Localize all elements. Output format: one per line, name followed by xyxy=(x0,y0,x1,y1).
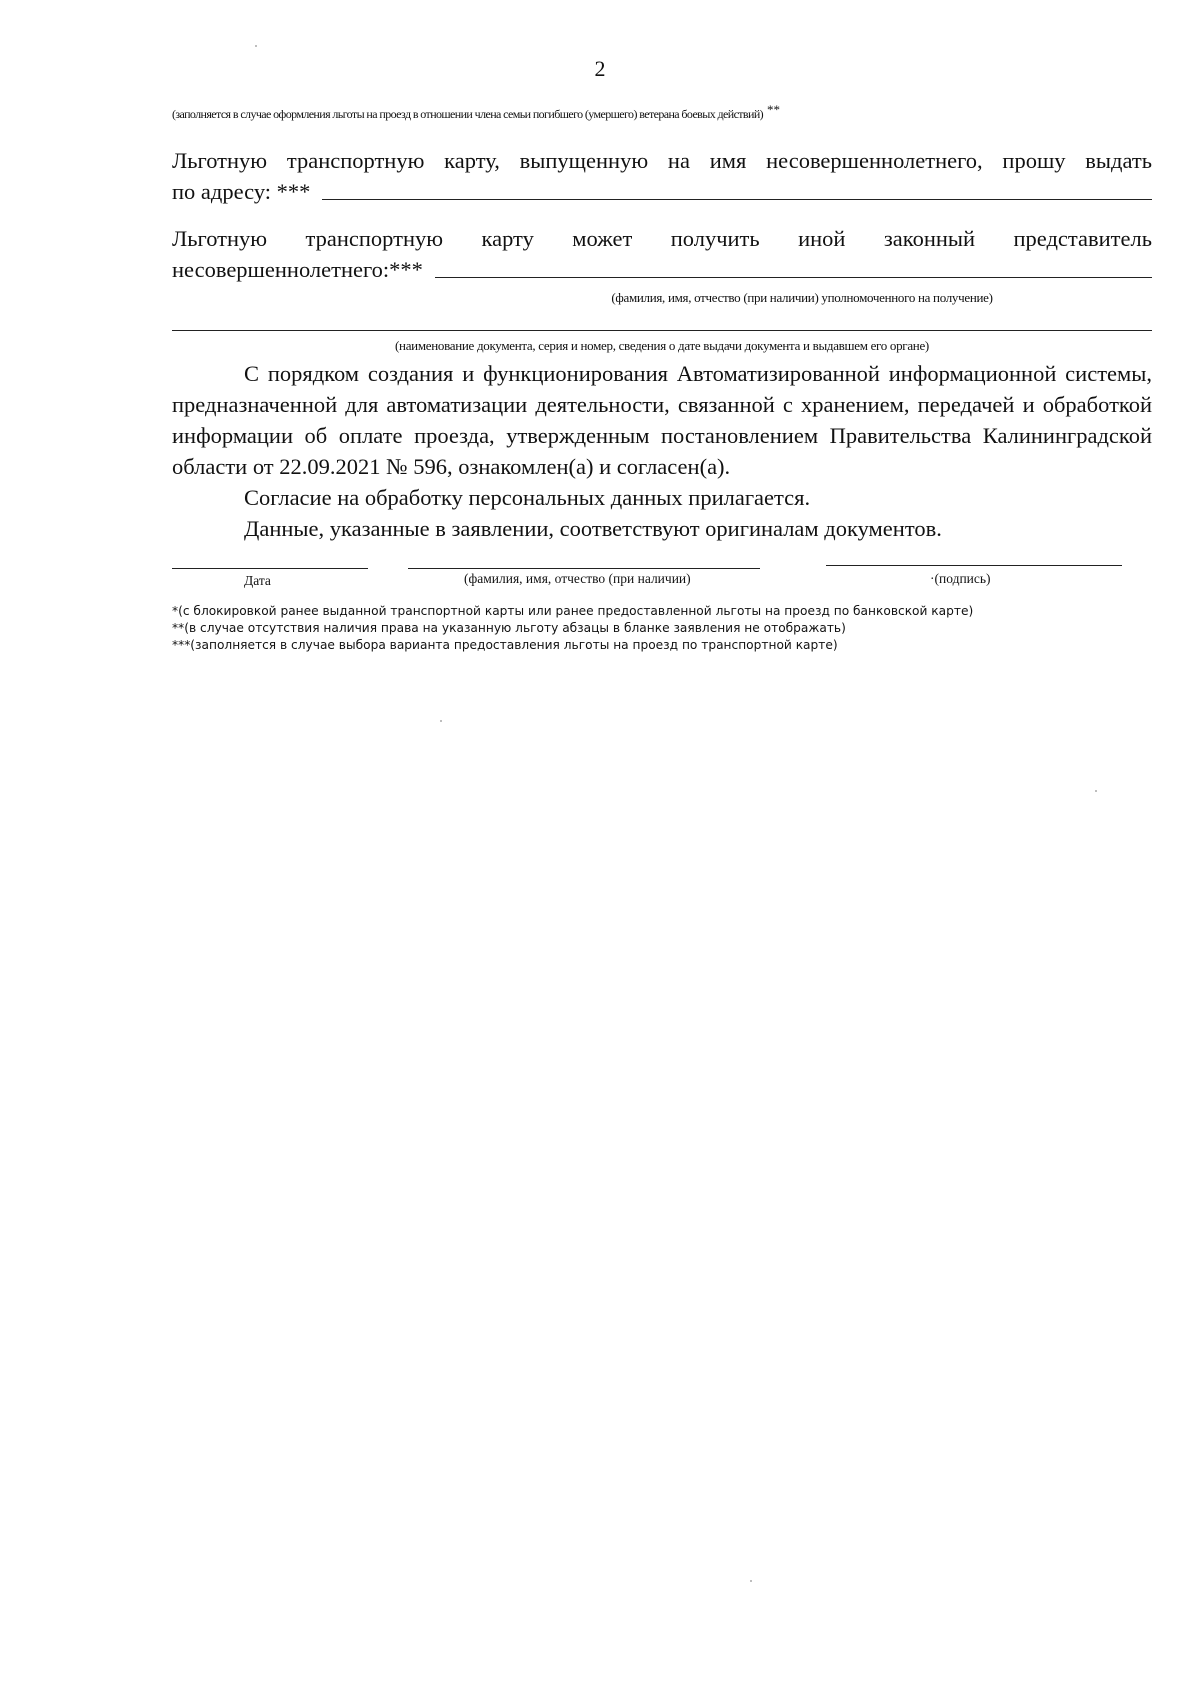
page-number: 2 xyxy=(594,56,606,81)
representative-line-1 xyxy=(172,223,1152,254)
rep-word: Льготную xyxy=(172,226,268,251)
representative-name-input-line[interactable] xyxy=(435,276,1152,278)
footnote-1: *(с блокировкой ранее выданной транспортной карты или ранее предоставленной льготы на проезд по банковской карте) xyxy=(172,604,974,618)
address-label: по адресу: *** xyxy=(172,179,311,204)
accuracy-text: Данные, указанные в заявлении, соответствуют оригиналам документов. xyxy=(244,516,942,541)
full-name-caption: (фамилия, имя, отчество (при наличии) xyxy=(464,571,691,586)
signature-input-line[interactable] xyxy=(826,565,1122,566)
address-input-line[interactable] xyxy=(322,198,1152,200)
rep-word: иной xyxy=(798,226,846,251)
footnote-2: **(в случае отсутствия наличия права на указанную льготу абзацы в бланке заявления не отображать) xyxy=(172,621,846,635)
address-line-1: Льготную транспортную карту, выпущенную на имя несовершеннолетнего, прошу выдать xyxy=(172,148,1152,173)
rep-word: законный xyxy=(883,226,976,251)
rep-word: может xyxy=(572,226,633,251)
accuracy-paragraph xyxy=(244,513,1152,544)
scan-speck xyxy=(1095,790,1097,792)
date-input-line[interactable] xyxy=(172,568,368,569)
consent-paragraph xyxy=(244,482,1152,513)
address-paragraph xyxy=(172,145,1152,207)
representative-paragraph xyxy=(172,223,1152,285)
rep-word: транспортную xyxy=(305,226,444,251)
family-member-note-marker: ** xyxy=(767,102,781,117)
document-caption: (наименование документа, серия и номер, сведения о дате выдачи документа и выдавшем его органе) xyxy=(395,338,929,353)
address-line-2 xyxy=(172,176,1152,207)
footnotes xyxy=(172,603,973,654)
representative-label: несовершеннолетнего:*** xyxy=(172,257,423,282)
representative-line-2 xyxy=(172,254,1152,285)
signature-caption: ·(подпись) xyxy=(930,571,991,586)
full-name-input-line[interactable] xyxy=(408,568,760,569)
family-member-note xyxy=(172,102,780,122)
representative-name-caption: (фамилия, имя, отчество (при наличии) уполномоченного на получение) xyxy=(611,290,993,305)
scan-speck xyxy=(750,1580,752,1582)
rep-word: получить xyxy=(670,226,760,251)
scan-speck xyxy=(440,720,442,722)
rep-word: представитель xyxy=(1013,226,1152,251)
footnote-3: ***(заполняется в случае выбора варианта предоставления льготы на проезд по транспортной карте) xyxy=(172,638,838,652)
scan-speck xyxy=(255,45,257,47)
acknowledgment-text: С порядком создания и функционирования Автоматизированной информационной системы, предназначенной для автоматизации деятельности, связанной с хранением, передачей и обработкой информации об оплате проезда, утвержденным постановлением Правительства Калининградской области от 22.09.2021 № 596, ознакомлен(а) и согласен(а). xyxy=(172,361,1152,479)
date-caption: Дата xyxy=(244,573,271,588)
document-details-input-line[interactable] xyxy=(172,330,1152,331)
acknowledgment-paragraph xyxy=(172,358,1152,482)
consent-text: Согласие на обработку персональных данных прилагается. xyxy=(244,485,811,510)
rep-word: карту xyxy=(481,226,534,251)
family-member-note-text: (заполняется в случае оформления льготы на проезд в отношении члена семьи погибшего (умершего) ветерана боевых действий) xyxy=(172,107,764,121)
